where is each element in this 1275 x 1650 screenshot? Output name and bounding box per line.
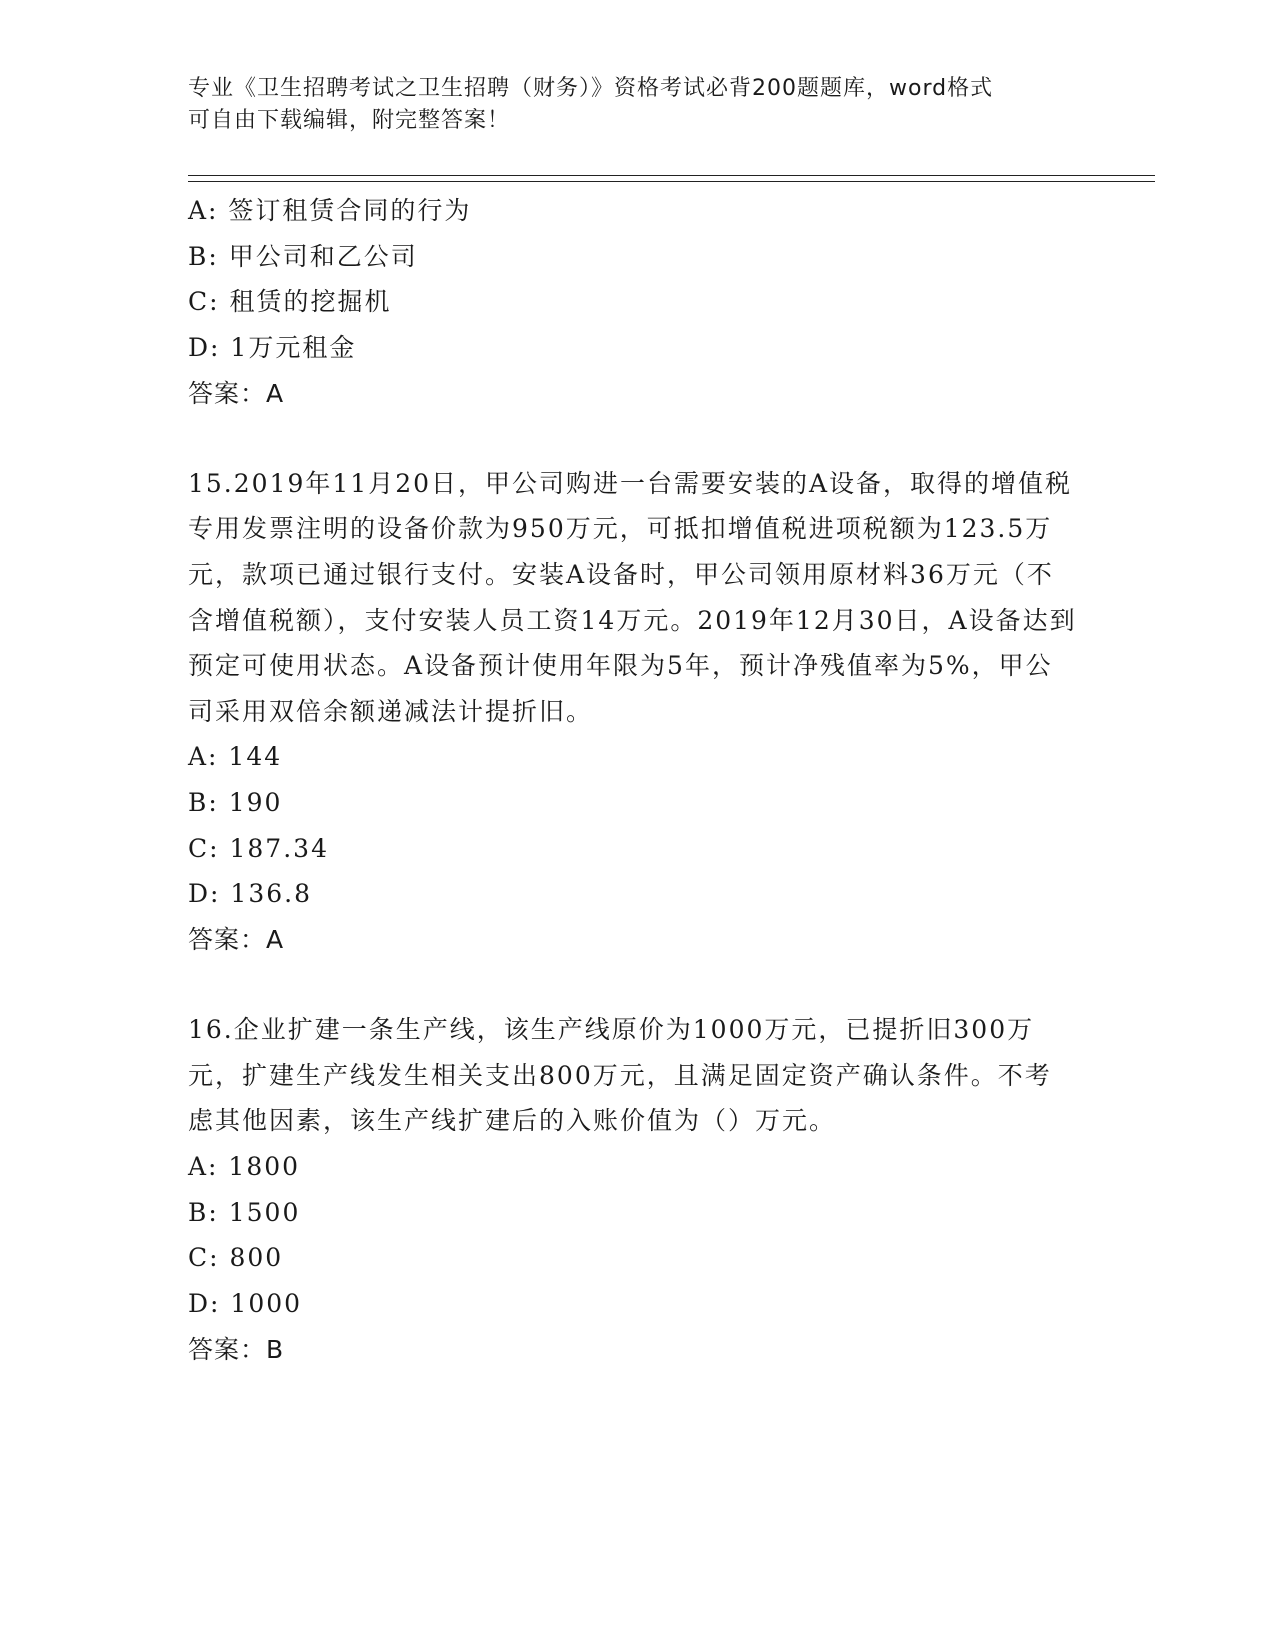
q15-answer: 答案：A [188,925,285,955]
header-line-1: 专业《卫生招聘考试之卫生招聘（财务）》资格考试必背200题题库，word格式 [188,76,994,101]
header-divider-bottom [188,181,1155,182]
question-15-block [188,461,1078,963]
q14-answer: 答案：A [188,378,285,408]
q14-option-c: C: 租赁的挖掘机 [188,287,392,317]
q16-option-d: D: 1000 [188,1288,303,1318]
q15-option-c: C: 187.34 [188,833,329,863]
q15-option-a: A: 144 [188,742,283,772]
q15-stem: 15.2019年11月20日，甲公司购进一台需要安装的A设备，取得的增值税专用发票注明的设备价款为950万元，可抵扣增值税进项税额为123.5万元，款项已通过银行支付。安装A设备时，甲公司领用原材料36万元（不含增值税额），支付安装人员工资14万元。2019年12月30日，A设备达到预定可使用状态。A设备预计使用年限为5年，预计净残值率为5%，甲公司采用双倍余额递减法计提折旧。 [188,468,1077,726]
header-line-2: 可自由下载编辑，附完整答案！ [188,108,511,133]
document-header [188,73,1068,137]
q14-option-a: A: 签订租赁合同的行为 [188,196,472,225]
q16-option-b: B: 1500 [188,1197,301,1227]
question-16-block [188,1007,1078,1373]
q16-option-a: A: 1800 [188,1151,301,1181]
question-14-block [188,188,1078,417]
header-divider-top [188,175,1155,176]
q15-option-d: D: 136.8 [188,879,312,909]
q16-stem: 16.企业扩建一条生产线，该生产线原价为1000万元，已提折旧300万元，扩建生产线发生相关支出800万元，且满足固定资产确认条件。不考虑其他因素，该生产线扩建后的入账价值为（）万元。 [188,1015,1052,1136]
q16-answer: 答案：B [188,1334,285,1364]
document-body [188,188,1078,1373]
q14-option-d: D: 1万元租金 [188,333,357,363]
q15-option-b: B: 190 [188,788,283,817]
q16-option-c: C: 800 [188,1243,284,1273]
q14-option-b: B: 甲公司和乙公司 [188,241,418,271]
